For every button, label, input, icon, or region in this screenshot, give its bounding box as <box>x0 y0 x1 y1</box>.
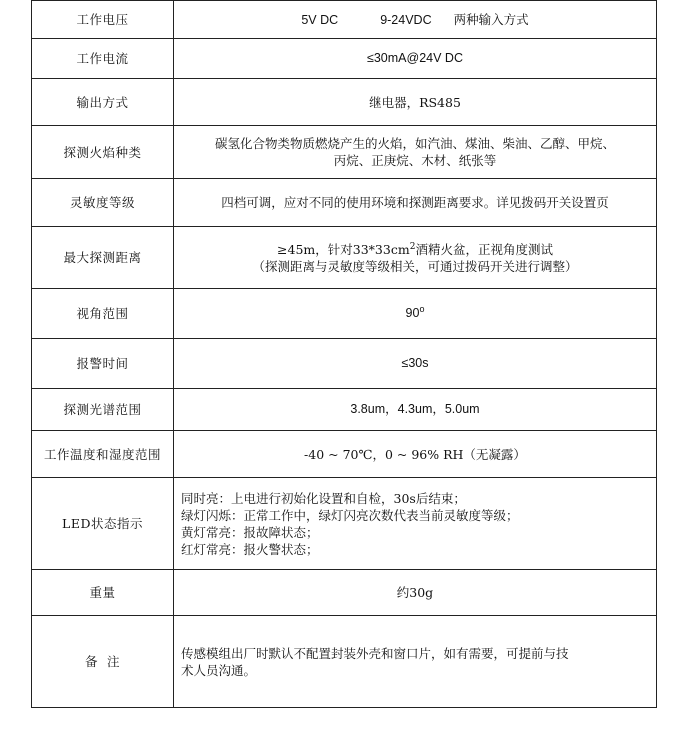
row-remarks <box>32 616 657 708</box>
value-line: 传感模组出厂时默认不配置封装外壳和窗口片，如有需要，可提前与技 <box>181 645 569 661</box>
value-line: 黄灯常亮：报故障状态； <box>181 524 319 540</box>
row-label: 报警时间 <box>32 339 174 389</box>
row-label: 探测火焰种类 <box>32 126 174 179</box>
value-line: 丙烷、正庚烷、木材、纸张等 <box>333 153 497 168</box>
row-label: 备 注 <box>32 616 174 708</box>
row-value: 3.8um，4.3um，5.0um <box>174 389 657 431</box>
row-label: 工作温度和湿度范围 <box>32 431 174 478</box>
row-label: 最大探测距离 <box>32 227 174 289</box>
spec-table <box>31 0 657 708</box>
distance-text: ≥45m，针对33*33cm <box>277 241 410 257</box>
row-operating-voltage <box>32 1 657 39</box>
row-value: ≤30s <box>174 339 657 389</box>
voltage-option-2: 9-24VDC <box>380 12 432 27</box>
row-sensitivity-level <box>32 179 657 227</box>
degree-mark: o <box>419 304 425 314</box>
row-label: 灵敏度等级 <box>32 179 174 227</box>
row-max-detection-distance <box>32 227 657 289</box>
superscript: 2 <box>409 241 416 252</box>
value-line <box>180 241 650 258</box>
row-label: 重量 <box>32 570 174 616</box>
row-value <box>174 478 657 570</box>
row-value: -40 ~ 70℃，0 ~ 96% RH（无凝露） <box>174 431 657 478</box>
row-led-status <box>32 478 657 570</box>
voltage-option-1: 5V DC <box>301 12 339 27</box>
row-label: 输出方式 <box>32 79 174 126</box>
value-line: 绿灯闪烁：正常工作中，绿灯闪亮次数代表当前灵敏度等级； <box>181 507 519 523</box>
row-output-mode <box>32 79 657 126</box>
row-value <box>174 1 657 39</box>
row-value <box>174 616 657 708</box>
row-value: 四档可调，应对不同的使用环境和探测距离要求。详见拨码开关设置页 <box>174 179 657 227</box>
row-view-angle <box>32 289 657 339</box>
value-line: 同时亮：上电进行初始化设置和自检，30s后结束； <box>181 490 466 506</box>
row-weight <box>32 570 657 616</box>
row-value <box>174 289 657 339</box>
row-temperature-humidity <box>32 431 657 478</box>
row-value: ≤30mA@24V DC <box>174 39 657 79</box>
row-flame-types <box>32 126 657 179</box>
value-line: 术人员沟通。 <box>181 662 257 678</box>
row-alarm-time <box>32 339 657 389</box>
value-line: 碳氢化合物类物质燃烧产生的火焰，如汽油、煤油、柴油、乙醇、甲烷、 <box>214 136 615 151</box>
row-operating-current <box>32 39 657 79</box>
row-label: 探测光谱范围 <box>32 389 174 431</box>
row-label: LED状态指示 <box>32 478 174 570</box>
row-value <box>174 126 657 179</box>
row-spectral-range <box>32 389 657 431</box>
row-label: 工作电流 <box>32 39 174 79</box>
row-value <box>174 227 657 289</box>
voltage-note: 两种输入方式 <box>453 11 529 27</box>
angle-value: 90 <box>405 306 420 320</box>
row-label: 视角范围 <box>32 289 174 339</box>
distance-text-cont: 酒精火盆，正视角度测试 <box>415 241 553 257</box>
value-line: （探测距离与灵敏度等级相关，可通过拨码开关进行调整） <box>252 258 578 274</box>
row-label: 工作电压 <box>32 1 174 39</box>
value-line: 红灯常亮：报火警状态； <box>181 541 319 557</box>
row-value: 继电器，RS485 <box>174 79 657 126</box>
row-value: 约30g <box>174 570 657 616</box>
